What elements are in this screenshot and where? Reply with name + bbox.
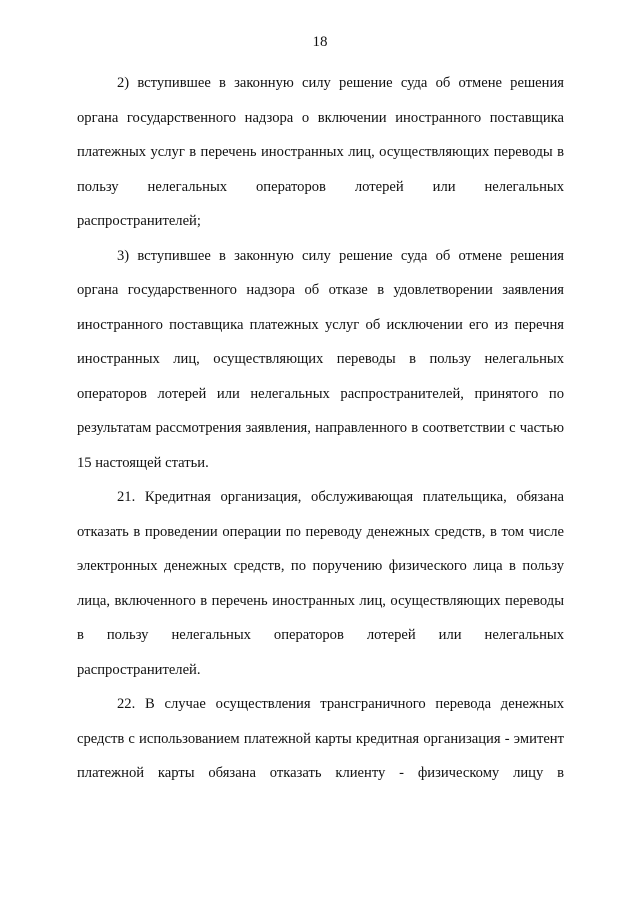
paragraph-article-21: 21. Кредитная организация, обслуживающая плательщика, обязана отказать в проведении операции по переводу денежных средств, в том числе электронных денежных средств, по поручению физического лица в пользу лица, включенного в перечень иностранных лиц, осуществляющих переводы в пользу нелегальных операторов лотерей или нелегальных распространителей. xyxy=(77,489,564,678)
paragraph-article-22: 22. В случае осуществления трансграничного перевода денежных средств с использованием платежной карты кредитная организация - эмитент платежной карты обязана отказать клиенту - физическому лицу в xyxy=(77,696,564,781)
paragraph-item-2: 2) вступившее в законную силу решение суда об отмене решения органа государственного надзора о включении иностранного поставщика платежных услуг в перечень иностранных лиц, осуществляющих переводы в пользу нелегальных операторов лотерей или нелегальных распространителей; xyxy=(77,75,564,229)
document-body xyxy=(77,66,564,791)
page-number: 18 xyxy=(312,34,328,50)
paragraph-item-3: 3) вступившее в законную силу решение суда об отмене решения органа государственного надзора об отказе в удовлетворении заявления иностранного поставщика платежных услуг об исключении его из перечня иностранных лиц, осуществляющих переводы в пользу нелегальных операторов лотерей или нелегальных распространителей, принятого по результатам рассмотрения заявления, направленного в соответствии с частью 15 настоящей статьи. xyxy=(77,247,564,471)
